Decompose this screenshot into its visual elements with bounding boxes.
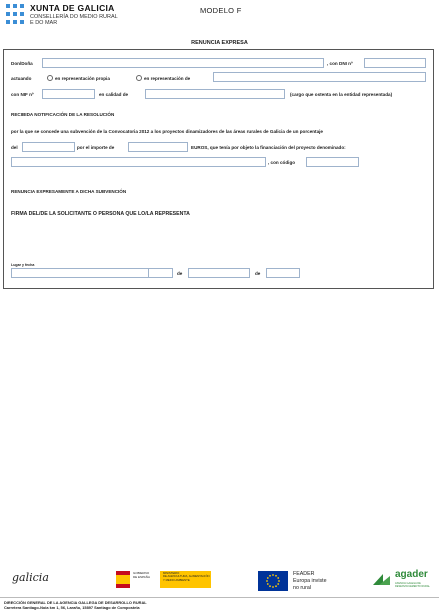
nif-field[interactable] — [42, 89, 95, 99]
footer-address: DIRECCIÓN GENERAL DE LA AGENCIA GALLEGA DE DESARROLLO RURAL Carretera Santiago-Noia km 1, 56, Laraño, 15897 Santiago de Compostela — [4, 600, 147, 610]
galicia-logo: galicia — [12, 571, 49, 584]
document-title: RENUNCIA EXPRESA — [191, 40, 248, 46]
place-field[interactable] — [11, 268, 163, 278]
role-note: (cargo que ostenta en la entidad representada) — [290, 92, 393, 97]
brand-title: XUNTA DE GALICIA — [30, 3, 115, 13]
project-name-field[interactable] — [11, 157, 266, 167]
place-date-label: Lugar y fecha — [11, 263, 35, 267]
percentage-field[interactable] — [22, 142, 75, 152]
percentage-label: del — [11, 145, 18, 150]
role-field[interactable] — [145, 89, 285, 99]
eu-flag-icon — [258, 571, 288, 591]
name-label: Don/Doña — [11, 61, 33, 66]
government-label: GOBIERNO DE ESPAÑA — [133, 571, 150, 579]
renunciation-statement: RENUNCIA EXPRESAMENTE A DICHA SUBVENCIÓN — [11, 189, 127, 194]
amount-label: por el importe de — [77, 145, 115, 150]
day-field[interactable] — [148, 268, 173, 278]
ministry-logo — [116, 571, 211, 588]
footer-divider — [0, 597, 439, 598]
dni-label: , con DNI nº — [327, 61, 353, 66]
spain-flag-icon — [116, 571, 130, 588]
grant-text: por la que se concede una subvención de la Convocatoria 2012 a los proyectos dinamizadores de las áreas rurales de Galicia de un porcentaje — [11, 129, 323, 134]
amount-field[interactable] — [128, 142, 188, 152]
of-label-1: de — [177, 271, 183, 276]
feader-label: FEADER Europa inviste no rural — [293, 571, 327, 591]
represented-entity-field[interactable] — [213, 72, 426, 82]
ministry-label: MINISTERIO DE AGRICULTURA, ALIMENTACIÓN Y MEDIO AMBIENTE — [163, 571, 210, 582]
other-representation-label: en representación de — [144, 76, 191, 81]
agader-subtitle: AXENCIA GALEGA DE DESENVOLVEMENTO RURAL — [395, 582, 430, 588]
acting-label: actuando — [11, 76, 32, 81]
year-field[interactable] — [266, 268, 300, 278]
code-field[interactable] — [306, 157, 359, 167]
own-representation-radio[interactable] — [47, 75, 53, 81]
code-label: , con código — [268, 160, 296, 165]
euros-label: EUROS, que tenía por objeto la financiación del proyecto denominado: — [191, 145, 346, 150]
nif-label: con NIF nº — [11, 92, 34, 97]
own-representation-label: en representación propia — [55, 76, 110, 81]
role-label: en calidad de — [99, 92, 129, 97]
signature-label: FIRMA DEL/DE LA SOLICITANTE O PERSONA QUE LO/LA REPRESENTA — [11, 211, 190, 217]
of-label-2: de — [255, 271, 261, 276]
agader-leaf-icon — [372, 572, 394, 586]
name-field[interactable] — [42, 58, 324, 68]
xunta-logo-icon — [6, 4, 24, 24]
dni-field[interactable] — [364, 58, 426, 68]
form-frame — [3, 49, 434, 289]
notification-heading: RECIBIDA NOTIFICACIÓN DE LA RESOLUCIÓN — [11, 112, 115, 117]
other-representation-radio[interactable] — [136, 75, 142, 81]
month-field[interactable] — [188, 268, 250, 278]
model-label: MODELO F — [200, 6, 242, 15]
brand-subtitle: CONSELLERÍA DO MEDIO RURAL E DO MAR — [30, 14, 118, 27]
agader-logo: agader — [395, 569, 428, 580]
